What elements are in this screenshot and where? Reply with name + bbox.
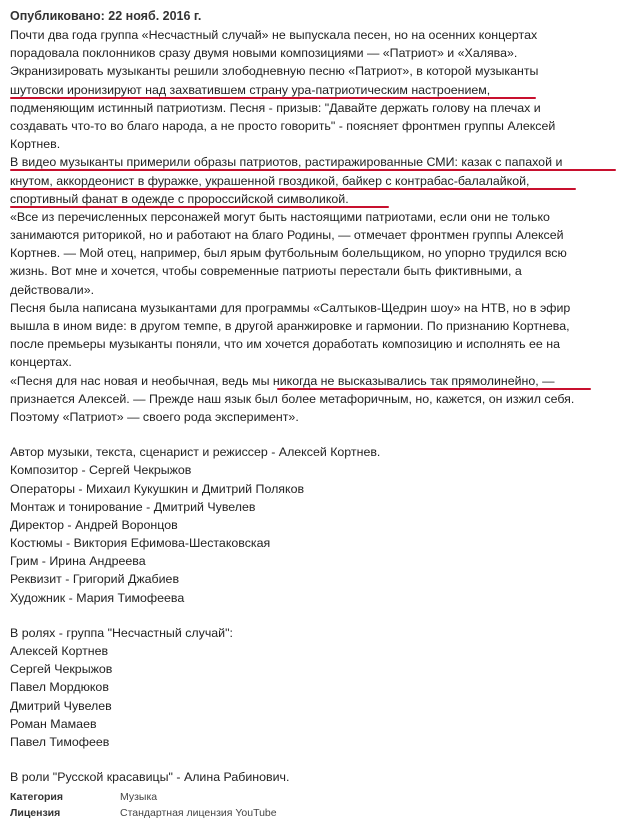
- blank-line: [10, 751, 632, 768]
- description-line: Алексей Кортнев: [10, 644, 109, 658]
- description-line: занимаются риторикой, но и работают на благо Родины, — отмечает фронтмен группы Алексей: [10, 228, 564, 243]
- description-line: Операторы - Михаил Кукушкин и Дмитрий Поляков: [10, 481, 305, 496]
- license-label: Лицензия: [10, 807, 61, 820]
- description-line: Художник - Мария Тимофеева: [10, 590, 185, 605]
- description-line: шутовски иронизируют над захватившем страну ура-патриотическим настроением,: [10, 81, 632, 99]
- published-date: Опубликовано: 22 нояб. 2016 г.: [10, 9, 202, 23]
- description-line: спортивный фанат в одежде с пророссийской символикой.: [10, 190, 632, 208]
- description-line: действовали».: [10, 282, 95, 297]
- description-line: кнутом, аккордеонист в фуражке, украшенной гвоздикой, байкер с контрабас-балалайкой,: [10, 172, 632, 190]
- description-line: Песня была написана музыкантами для программы «Салтыков-Щедрин шоу» на НТВ, но в эфир: [10, 300, 571, 315]
- description-line: Директор - Андрей Воронцов: [10, 517, 178, 532]
- description-line: Кортнев.: [10, 137, 61, 152]
- description-line: Автор музыки, текста, сценарист и режиссер - Алексей Кортнев.: [10, 445, 381, 460]
- description-line: «Песня для нас новая и необычная, ведь мы никогда не высказывались так прямолинейно, —: [10, 372, 632, 390]
- category-row: [10, 789, 632, 805]
- description-line: признается Алексей. — Прежде наш язык был более метафоричным, но, кажется, он изжил себя.: [10, 391, 575, 406]
- description-line: «Все из перечисленных персонажей могут быть настоящими патриотами, если они не только: [10, 209, 550, 224]
- license-row: [10, 805, 632, 821]
- description-line: Кортнев. — Мой отец, например, был ярым футбольным болельщиком, но упорно трудился всю: [10, 246, 567, 261]
- description-line: создавать что-то во благо народа, а не просто говорить" - поясняет фронтмен группы Алексей: [10, 118, 556, 133]
- description-line: Грим - Ирина Андреева: [10, 554, 146, 569]
- description-line: В роли "Русской красавицы" - Алина Рабинович.: [10, 770, 290, 785]
- description-line: Экранизировать музыканты решили злободневную песню «Патриот», в которой музыканты: [10, 64, 539, 79]
- metadata-section: [10, 789, 632, 821]
- blank-line: [10, 607, 632, 624]
- description-line: после премьеры музыканты поняли, что им хочется доработать композицию и исполнять ее на: [10, 337, 560, 352]
- description-line: Роман Мамаев: [10, 716, 97, 731]
- description-line: порадовала поклонников сразу двумя новыми композициями — «Патриот» и «Халява».: [10, 46, 518, 61]
- category-label: Категория: [10, 791, 64, 804]
- description-line: Композитор - Сергей Чекрыжов: [10, 463, 192, 478]
- description-line: Почти два года группа «Несчастный случай» не выпускала песен, но на осенних концертах: [10, 28, 538, 42]
- description-line: Реквизит - Григорий Джабиев: [10, 572, 180, 587]
- description-line: В видео музыканты примерили образы патриотов, растиражированные СМИ: казак с папахой и: [10, 153, 632, 171]
- description-line: Сергей Чекрыжов: [10, 662, 113, 677]
- description-line: Костюмы - Виктория Ефимова-Шестаковская: [10, 536, 271, 551]
- description-text: [10, 26, 632, 786]
- description-line: В ролях - группа "Несчастный случай":: [10, 625, 233, 640]
- description-line: концертах.: [10, 355, 72, 370]
- category-value[interactable]: Музыка: [120, 791, 158, 804]
- video-description: [10, 7, 632, 821]
- description-line: Павел Тимофеев: [10, 734, 110, 749]
- description-line: Дмитрий Чувелев: [10, 698, 112, 713]
- license-value[interactable]: Стандартная лицензия YouTube: [120, 807, 277, 820]
- description-line: Поэтому «Патриот» — своего рода эксперимент».: [10, 409, 299, 424]
- description-line: подменяющим истинный патриотизм. Песня - призыв: "Давайте держать голову на плечах и: [10, 100, 541, 115]
- blank-line: [10, 426, 632, 443]
- description-line: Монтаж и тонирование - Дмитрий Чувелев: [10, 499, 256, 514]
- description-line: вышла в ином виде: в другом темпе, в другой аранжировке и гармонии. По признанию Кортнева,: [10, 319, 570, 333]
- description-line: Павел Мордюков: [10, 680, 109, 695]
- description-line: жизнь. Вот мне и хочется, чтобы современные патриоты перестали быть фиктивными, а: [10, 264, 522, 279]
